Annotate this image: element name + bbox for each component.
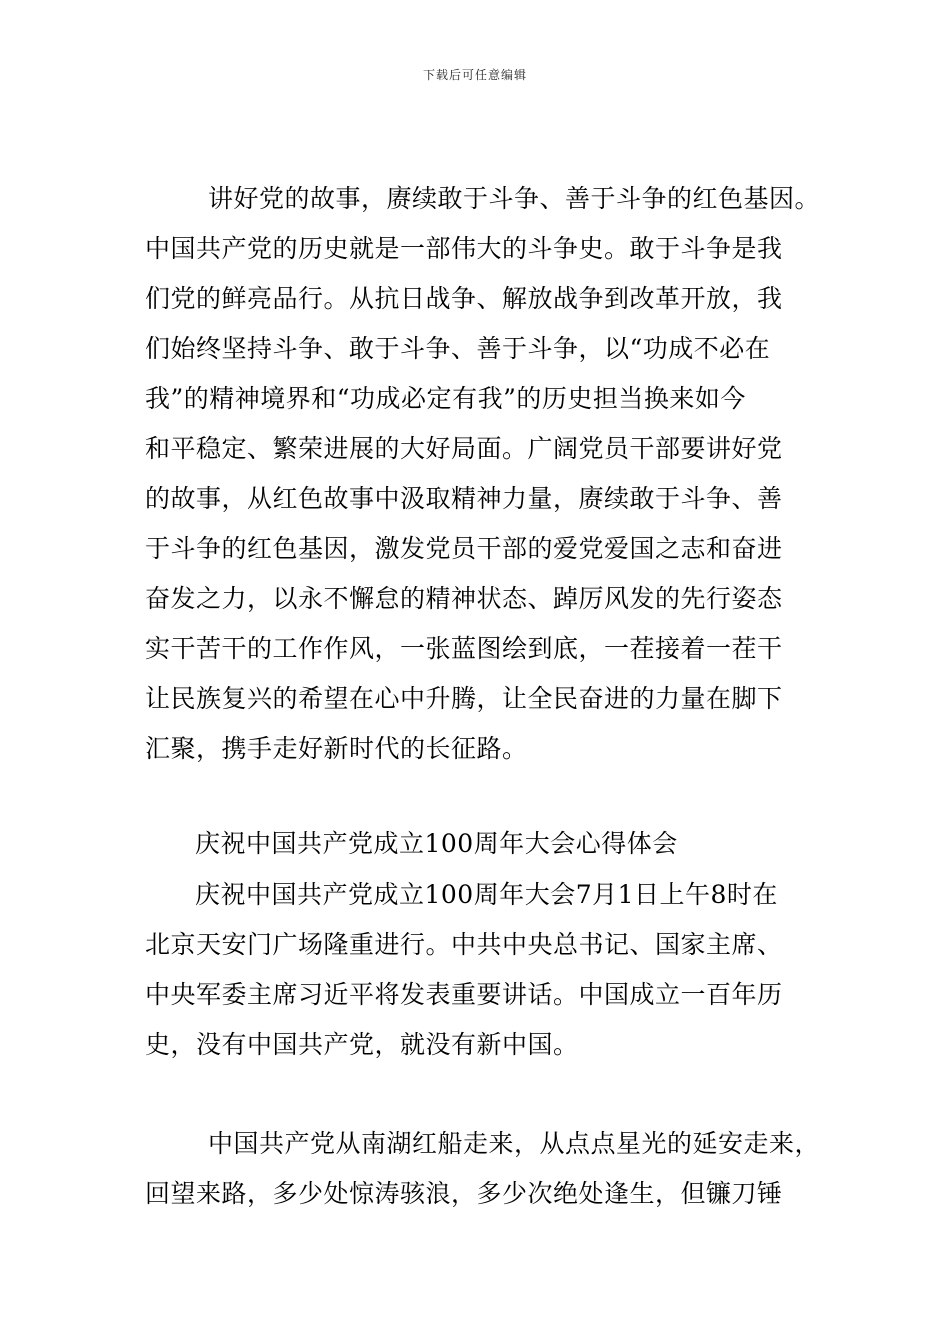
paragraph-line: 讲好党的故事，赓续敢于斗争、善于斗争的红色基因。 — [208, 184, 821, 213]
paragraph-line: 奋发之力，以永不懈怠的精神状态、踔厉风发的先行姿态 — [145, 584, 783, 613]
paragraph-line: 和平稳定、繁荣进展的大好局面。广阔党员干部要讲好党 — [145, 434, 783, 463]
paragraph-line: 中国共产党从南湖红船走来，从点点星光的延安走来， — [208, 1129, 821, 1158]
paragraph-line: 于斗争的红色基因，激发党员干部的爱党爱国之志和奋进 — [145, 534, 783, 563]
paragraph-line: 们始终坚持斗争、敢于斗争、善于斗争，以“功成不必在 — [145, 334, 771, 363]
paragraph-line: 让民族复兴的希望在心中升腾，让全民奋进的力量在脚下 — [145, 684, 783, 713]
paragraph-line: 史，没有中国共产党，就没有新中国。 — [145, 1030, 579, 1059]
paragraph-line: 北京天安门广场隆重进行。中共中央总书记、国家主席、 — [145, 930, 783, 959]
paragraph-line: 们党的鲜亮品行。从抗日战争、解放战争到改革开放，我 — [145, 284, 783, 313]
paragraph-line: 的故事，从红色故事中汲取精神力量，赓续敢于斗争、善 — [145, 484, 783, 513]
paragraph-line: 回望来路，多少处惊涛骇浪，多少次绝处逢生，但镰刀锤 — [145, 1179, 783, 1208]
paragraph-line: 庆祝中国共产党成立100周年大会7月1日上午8时在 — [195, 880, 778, 909]
page-header-note: 下载后可任意编辑 — [422, 68, 527, 82]
paragraph-line: 我”的精神境界和“功成必定有我”的历史担当换来如今 — [145, 384, 746, 413]
paragraph-line: 实干苦干的工作作风，一张蓝图绘到底，一茬接着一茬干 — [145, 634, 783, 663]
paragraph-line: 汇聚，携手走好新时代的长征路。 — [145, 734, 528, 763]
section-title: 庆祝中国共产党成立100周年大会心得体会 — [195, 829, 678, 858]
paragraph-line: 中央军委主席习近平将发表重要讲话。中国成立一百年历 — [145, 980, 783, 1009]
paragraph-line: 中国共产党的历史就是一部伟大的斗争史。敢于斗争是我 — [145, 234, 783, 263]
